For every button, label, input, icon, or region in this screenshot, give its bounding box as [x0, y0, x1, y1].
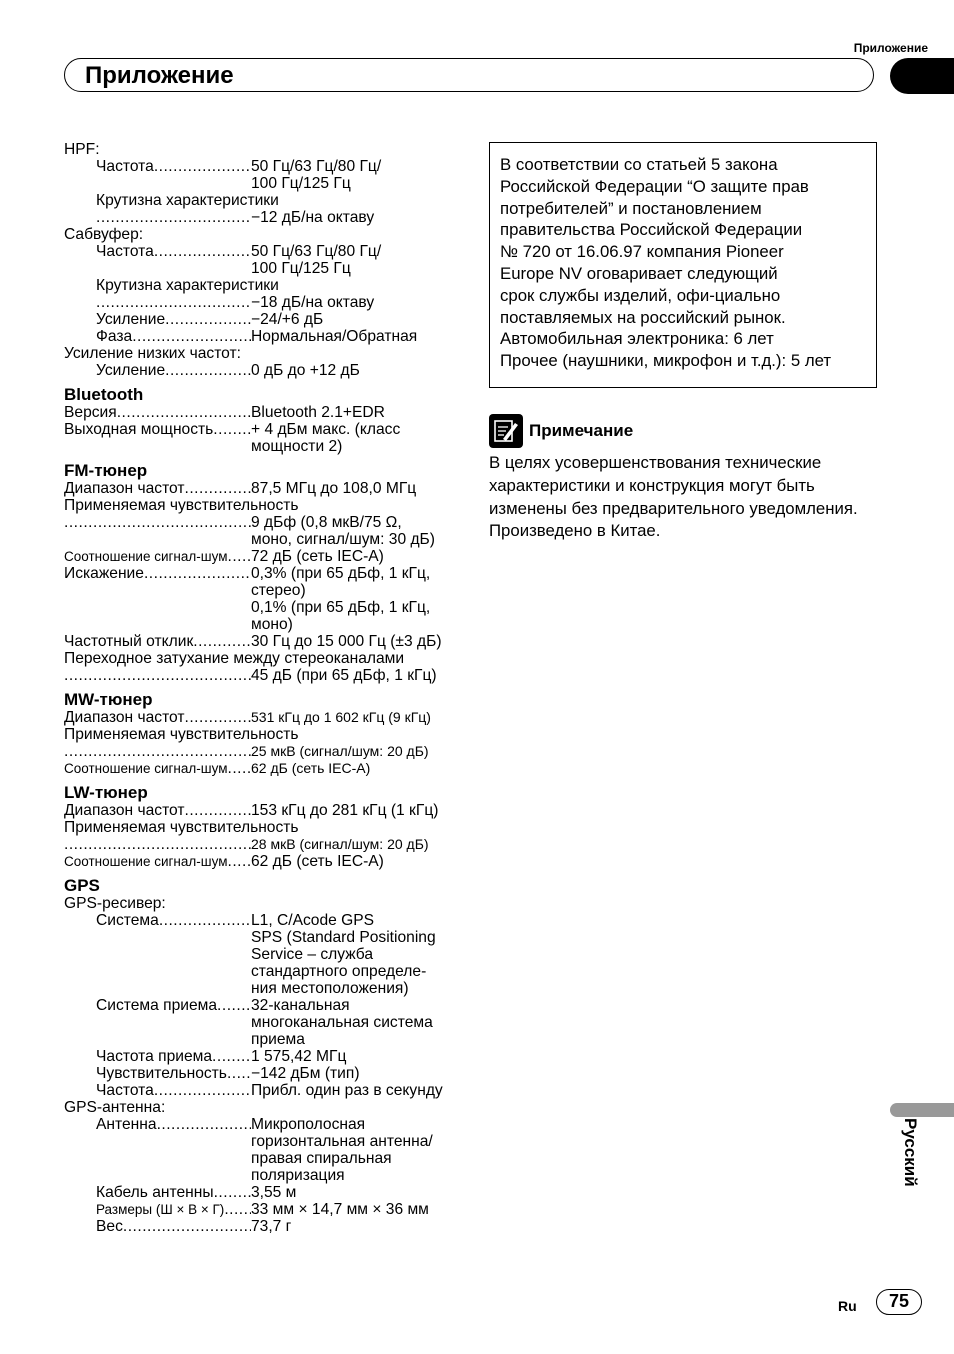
spec-label-cell	[64, 1218, 251, 1235]
language-tab	[890, 1103, 954, 1117]
spec-row	[64, 260, 464, 277]
spec-value: 87,5 МГц до 108,0 МГц	[251, 480, 417, 497]
page-number: 75	[876, 1289, 922, 1315]
spec-label-cell	[64, 294, 251, 311]
spec-line: Переходное затухание между стереоканалами	[64, 650, 405, 667]
spec-row	[64, 946, 464, 963]
spec-value: ния местоположения)	[251, 980, 409, 997]
spec-row	[64, 633, 464, 650]
spec-label: Усиление	[96, 362, 166, 379]
spec-row	[64, 616, 464, 633]
leader-dots	[157, 1116, 251, 1133]
spec-label: Частота приема	[96, 1048, 213, 1065]
spec-value: 0,3% (при 65 дБф, 1 кГц,	[251, 565, 431, 582]
spec-row	[64, 1082, 464, 1099]
chapter-tab	[890, 58, 954, 94]
spec-value: −12 дБ/на октаву	[251, 209, 375, 226]
notice-line: Автомобильная электроника: 6 лет	[500, 329, 774, 349]
spec-value: 33 мм × 14,7 мм × 36 мм	[251, 1201, 429, 1218]
spec-row	[64, 1184, 464, 1201]
spec-label-cell	[64, 853, 251, 870]
spec-value: 30 Гц до 15 000 Гц (±3 дБ)	[251, 633, 442, 650]
spec-value: мощности 2)	[251, 438, 343, 455]
spec-value: −18 дБ/на октаву	[251, 294, 375, 311]
spec-value: Микрополосная	[251, 1116, 366, 1133]
footer-language-code: Ru	[838, 1298, 857, 1314]
section-heading: MW-тюнер	[64, 690, 153, 709]
language-label: Русский	[901, 1118, 920, 1187]
leader-dots	[132, 328, 251, 345]
spec-label: Чувствительность	[96, 1065, 227, 1082]
spec-line: Крутизна характеристики	[96, 277, 279, 294]
spec-row	[64, 480, 464, 497]
spec-label-cell	[64, 438, 251, 455]
spec-label-cell	[64, 743, 251, 760]
notice-line: поставляемых на российский рынок.	[500, 307, 786, 327]
spec-value: L1, C/Acode GPS	[251, 912, 375, 929]
spec-value: 153 кГц до 281 кГц (1 кГц)	[251, 802, 439, 819]
spec-row	[64, 531, 464, 548]
spec-label: Антенна	[96, 1116, 157, 1133]
spec-value: многоканальная система	[251, 1014, 433, 1031]
spec-label: Фаза	[96, 328, 133, 345]
leader-dots	[154, 243, 251, 260]
spec-label-cell	[64, 997, 251, 1014]
spec-value: Service – служба	[251, 946, 374, 963]
spec-row	[64, 175, 464, 192]
spec-row	[64, 963, 464, 980]
spec-line: Применяемая чувствительность	[64, 819, 299, 836]
spec-value: 62 дБ (сеть IEC-A)	[251, 853, 384, 870]
spec-row	[64, 1167, 464, 1184]
spec-label-cell	[64, 1014, 251, 1031]
spec-value: 73,7 г	[251, 1218, 292, 1235]
service-life-notice-box	[489, 142, 877, 388]
spec-label-cell	[64, 802, 251, 819]
spec-row	[64, 1218, 464, 1235]
leader-dots	[213, 421, 251, 438]
spec-label: Система	[96, 912, 159, 929]
spec-label-cell	[64, 709, 251, 726]
spec-label: Частота	[96, 243, 154, 260]
spec-label-cell	[64, 565, 251, 582]
leader-dots	[217, 997, 251, 1014]
spec-row	[64, 802, 464, 819]
spec-row	[64, 582, 464, 599]
spec-label-cell	[64, 1150, 251, 1167]
spec-value: 1 575,42 МГц	[251, 1048, 347, 1065]
spec-value: стандартного определе-	[251, 963, 427, 980]
header-section-label: Приложение	[853, 41, 928, 55]
leader-dots	[227, 760, 251, 777]
spec-label-cell	[64, 1184, 251, 1201]
spec-label: Кабель антенны	[96, 1184, 214, 1201]
spec-label: Соотношение сигнал-шум	[64, 854, 228, 869]
leader-dots	[117, 404, 251, 421]
notice-line: Europe NV оговаривает следующий	[500, 263, 778, 283]
spec-label: Соотношение сигнал-шум	[64, 761, 228, 776]
spec-row	[64, 1133, 464, 1150]
leader-dots	[159, 912, 251, 929]
spec-row	[64, 548, 464, 565]
page-title: Приложение	[85, 62, 234, 89]
spec-label: Частота	[96, 158, 154, 175]
notice-line: В соответствии со статьей 5 закона	[500, 155, 778, 174]
notice-line: срок службы изделий, офи-циально	[500, 285, 781, 305]
spec-value: 50 Гц/63 Гц/80 Гц/	[251, 243, 382, 260]
spec-row	[64, 743, 464, 760]
spec-row	[64, 599, 464, 616]
spec-row	[64, 1201, 464, 1218]
spec-label: Диапазон частот	[64, 802, 185, 819]
note-line: Произведено в Китае.	[489, 521, 661, 541]
spec-label-cell	[64, 158, 251, 175]
notice-line: правительства Российской Федерации	[500, 220, 803, 240]
spec-label: Выходная мощность	[64, 421, 214, 438]
notice-line: Российской Федерации “О защите прав	[500, 176, 809, 196]
section-heading: GPS	[64, 876, 100, 895]
spec-label: Вес	[96, 1218, 123, 1235]
spec-label-cell	[64, 633, 251, 650]
leader-dots	[185, 709, 251, 726]
spec-value: 3,55 м	[251, 1184, 297, 1201]
note-label: Примечание	[529, 421, 634, 440]
spec-value: Bluetooth 2.1+EDR	[251, 404, 385, 421]
spec-label-cell	[64, 760, 251, 777]
spec-label-cell	[64, 1201, 251, 1218]
spec-row	[64, 362, 464, 379]
spec-row	[64, 1014, 464, 1031]
leader-dots	[185, 480, 251, 497]
spec-label-cell	[64, 404, 251, 421]
spec-row	[64, 514, 464, 531]
spec-line: GPS-ресивер:	[64, 895, 166, 912]
spec-label-cell	[64, 362, 251, 379]
spec-value: 28 мкВ (сигнал/шум: 20 дБ)	[251, 836, 429, 852]
leader-dots	[64, 514, 251, 531]
spec-line: HPF:	[64, 141, 100, 158]
spec-value: 45 дБ (при 65 дБф, 1 кГц)	[251, 667, 437, 684]
leader-dots	[96, 209, 251, 226]
notice-line: № 720 от 16.06.97 компания Pioneer	[500, 242, 784, 262]
spec-value: 0 дБ до +12 дБ	[251, 362, 360, 379]
leader-dots	[154, 1082, 251, 1099]
spec-label-cell	[64, 963, 251, 980]
note-pencil-icon	[489, 414, 523, 448]
note-header	[489, 414, 633, 448]
leader-dots	[193, 633, 251, 650]
specifications-list	[64, 141, 464, 1235]
spec-label: Диапазон частот	[64, 480, 185, 497]
spec-label-cell	[64, 480, 251, 497]
spec-row	[64, 929, 464, 946]
spec-row	[64, 760, 464, 777]
leader-dots	[154, 158, 251, 175]
spec-value: моно)	[251, 616, 293, 633]
spec-label-cell	[64, 836, 251, 853]
spec-row	[64, 912, 464, 929]
spec-label-cell	[64, 912, 251, 929]
spec-value: 531 кГц до 1 602 кГц (9 кГц)	[251, 709, 431, 725]
spec-row	[64, 980, 464, 997]
spec-label: Усиление	[96, 311, 166, 328]
spec-value: 9 дБф (0,8 мкВ/75 Ω,	[251, 514, 402, 531]
spec-row	[64, 243, 464, 260]
spec-label-cell	[64, 946, 251, 963]
spec-row	[64, 1116, 464, 1133]
note-line: В целях усовершенствования технические	[489, 453, 822, 472]
spec-label-cell	[64, 260, 251, 277]
spec-value: стерео)	[251, 582, 306, 599]
leader-dots	[227, 853, 251, 870]
section-heading: Bluetooth	[64, 385, 144, 404]
spec-value: −142 дБм (тип)	[251, 1065, 360, 1082]
leader-dots	[214, 1184, 251, 1201]
spec-value: 32-канальная	[251, 997, 350, 1014]
leader-dots	[144, 565, 251, 582]
note-line: изменены без предварительного уведомления.	[489, 498, 858, 518]
spec-label-cell	[64, 421, 251, 438]
spec-value: приема	[251, 1031, 305, 1048]
leader-dots	[64, 743, 251, 760]
spec-label-cell	[64, 514, 251, 531]
spec-line: Применяемая чувствительность	[64, 726, 299, 743]
spec-label-cell	[64, 175, 251, 192]
spec-label-cell	[64, 616, 251, 633]
spec-value: SPS (Standard Positioning	[251, 929, 436, 946]
spec-value: Прибл. один раз в секунду	[251, 1082, 443, 1099]
spec-label-cell	[64, 1116, 251, 1133]
spec-label-cell	[64, 328, 251, 345]
spec-label-cell	[64, 1082, 251, 1099]
spec-line: Усиление низких частот:	[64, 345, 241, 362]
spec-row	[64, 421, 464, 438]
spec-label-cell	[64, 1167, 251, 1184]
leader-dots	[227, 548, 251, 565]
leader-dots	[224, 1201, 251, 1218]
leader-dots	[212, 1048, 251, 1065]
spec-label-cell	[64, 1031, 251, 1048]
spec-label: Искажение	[64, 565, 144, 582]
spec-row	[64, 158, 464, 175]
spec-line: Сабвуфер:	[64, 226, 144, 243]
spec-row	[64, 1150, 464, 1167]
spec-value: 72 дБ (сеть IEC-A)	[251, 548, 384, 565]
spec-label-cell	[64, 1065, 251, 1082]
spec-line: Крутизна характеристики	[96, 192, 279, 209]
note-line: характеристики и конструкция могут быть	[489, 475, 815, 495]
spec-value: моно, сигнал/шум: 30 дБ)	[251, 531, 435, 548]
spec-label: Система приема	[96, 997, 218, 1014]
spec-label-cell	[64, 548, 251, 565]
spec-value: 62 дБ (сеть IEC-A)	[251, 760, 371, 776]
spec-row	[64, 565, 464, 582]
spec-label-cell	[64, 599, 251, 616]
spec-line: GPS-антенна:	[64, 1099, 166, 1116]
spec-value: 100 Гц/125 Гц	[251, 175, 351, 192]
spec-label-cell	[64, 667, 251, 684]
spec-value: Нормальная/Обратная	[251, 328, 418, 345]
spec-row	[64, 1031, 464, 1048]
spec-value: + 4 дБм макс. (класс	[251, 421, 401, 438]
spec-row	[64, 853, 464, 870]
spec-label-cell	[64, 1133, 251, 1150]
note-body	[489, 452, 889, 543]
leader-dots	[227, 1065, 251, 1082]
spec-row	[64, 209, 464, 226]
notice-line: Прочее (наушники, микрофон и т.д.): 5 лет	[500, 351, 832, 371]
leader-dots	[64, 836, 251, 853]
leader-dots	[165, 362, 251, 379]
spec-label-cell	[64, 311, 251, 328]
leader-dots	[165, 311, 251, 328]
spec-label: Частотный отклик	[64, 633, 194, 650]
spec-row	[64, 328, 464, 345]
spec-label-cell	[64, 243, 251, 260]
spec-label: Диапазон частот	[64, 709, 185, 726]
spec-row	[64, 709, 464, 726]
spec-value: 100 Гц/125 Гц	[251, 260, 351, 277]
spec-label-cell	[64, 582, 251, 599]
spec-row	[64, 438, 464, 455]
section-heading: LW-тюнер	[64, 783, 148, 802]
spec-label: Частота	[96, 1082, 154, 1099]
spec-line: Применяемая чувствительность	[64, 497, 299, 514]
spec-row	[64, 404, 464, 421]
spec-label: Версия	[64, 404, 117, 421]
spec-label: Соотношение сигнал-шум	[64, 549, 228, 564]
spec-value: 0,1% (при 65 дБф, 1 кГц,	[251, 599, 431, 616]
spec-label-cell	[64, 1048, 251, 1065]
leader-dots	[185, 802, 251, 819]
spec-label: Размеры (Ш × В × Г)	[96, 1202, 225, 1217]
section-heading: FM-тюнер	[64, 461, 148, 480]
spec-value: горизонтальная антенна/	[251, 1133, 433, 1150]
spec-label-cell	[64, 980, 251, 997]
spec-row	[64, 311, 464, 328]
spec-value: правая спиральная	[251, 1150, 392, 1167]
leader-dots	[96, 294, 251, 311]
spec-row	[64, 294, 464, 311]
spec-value: 25 мкВ (сигнал/шум: 20 дБ)	[251, 743, 429, 759]
spec-label-cell	[64, 929, 251, 946]
spec-row	[64, 997, 464, 1014]
title-bar	[64, 58, 874, 92]
spec-value: −24/+6 дБ	[251, 311, 324, 328]
spec-row	[64, 667, 464, 684]
notice-line: потребителей” и постановлением	[500, 198, 762, 218]
spec-label-cell	[64, 531, 251, 548]
spec-value: поляризация	[251, 1167, 345, 1184]
spec-row	[64, 1065, 464, 1082]
spec-row	[64, 836, 464, 853]
spec-value: 50 Гц/63 Гц/80 Гц/	[251, 158, 382, 175]
spec-label-cell	[64, 209, 251, 226]
leader-dots	[123, 1218, 251, 1235]
spec-row	[64, 1048, 464, 1065]
leader-dots	[64, 667, 251, 684]
